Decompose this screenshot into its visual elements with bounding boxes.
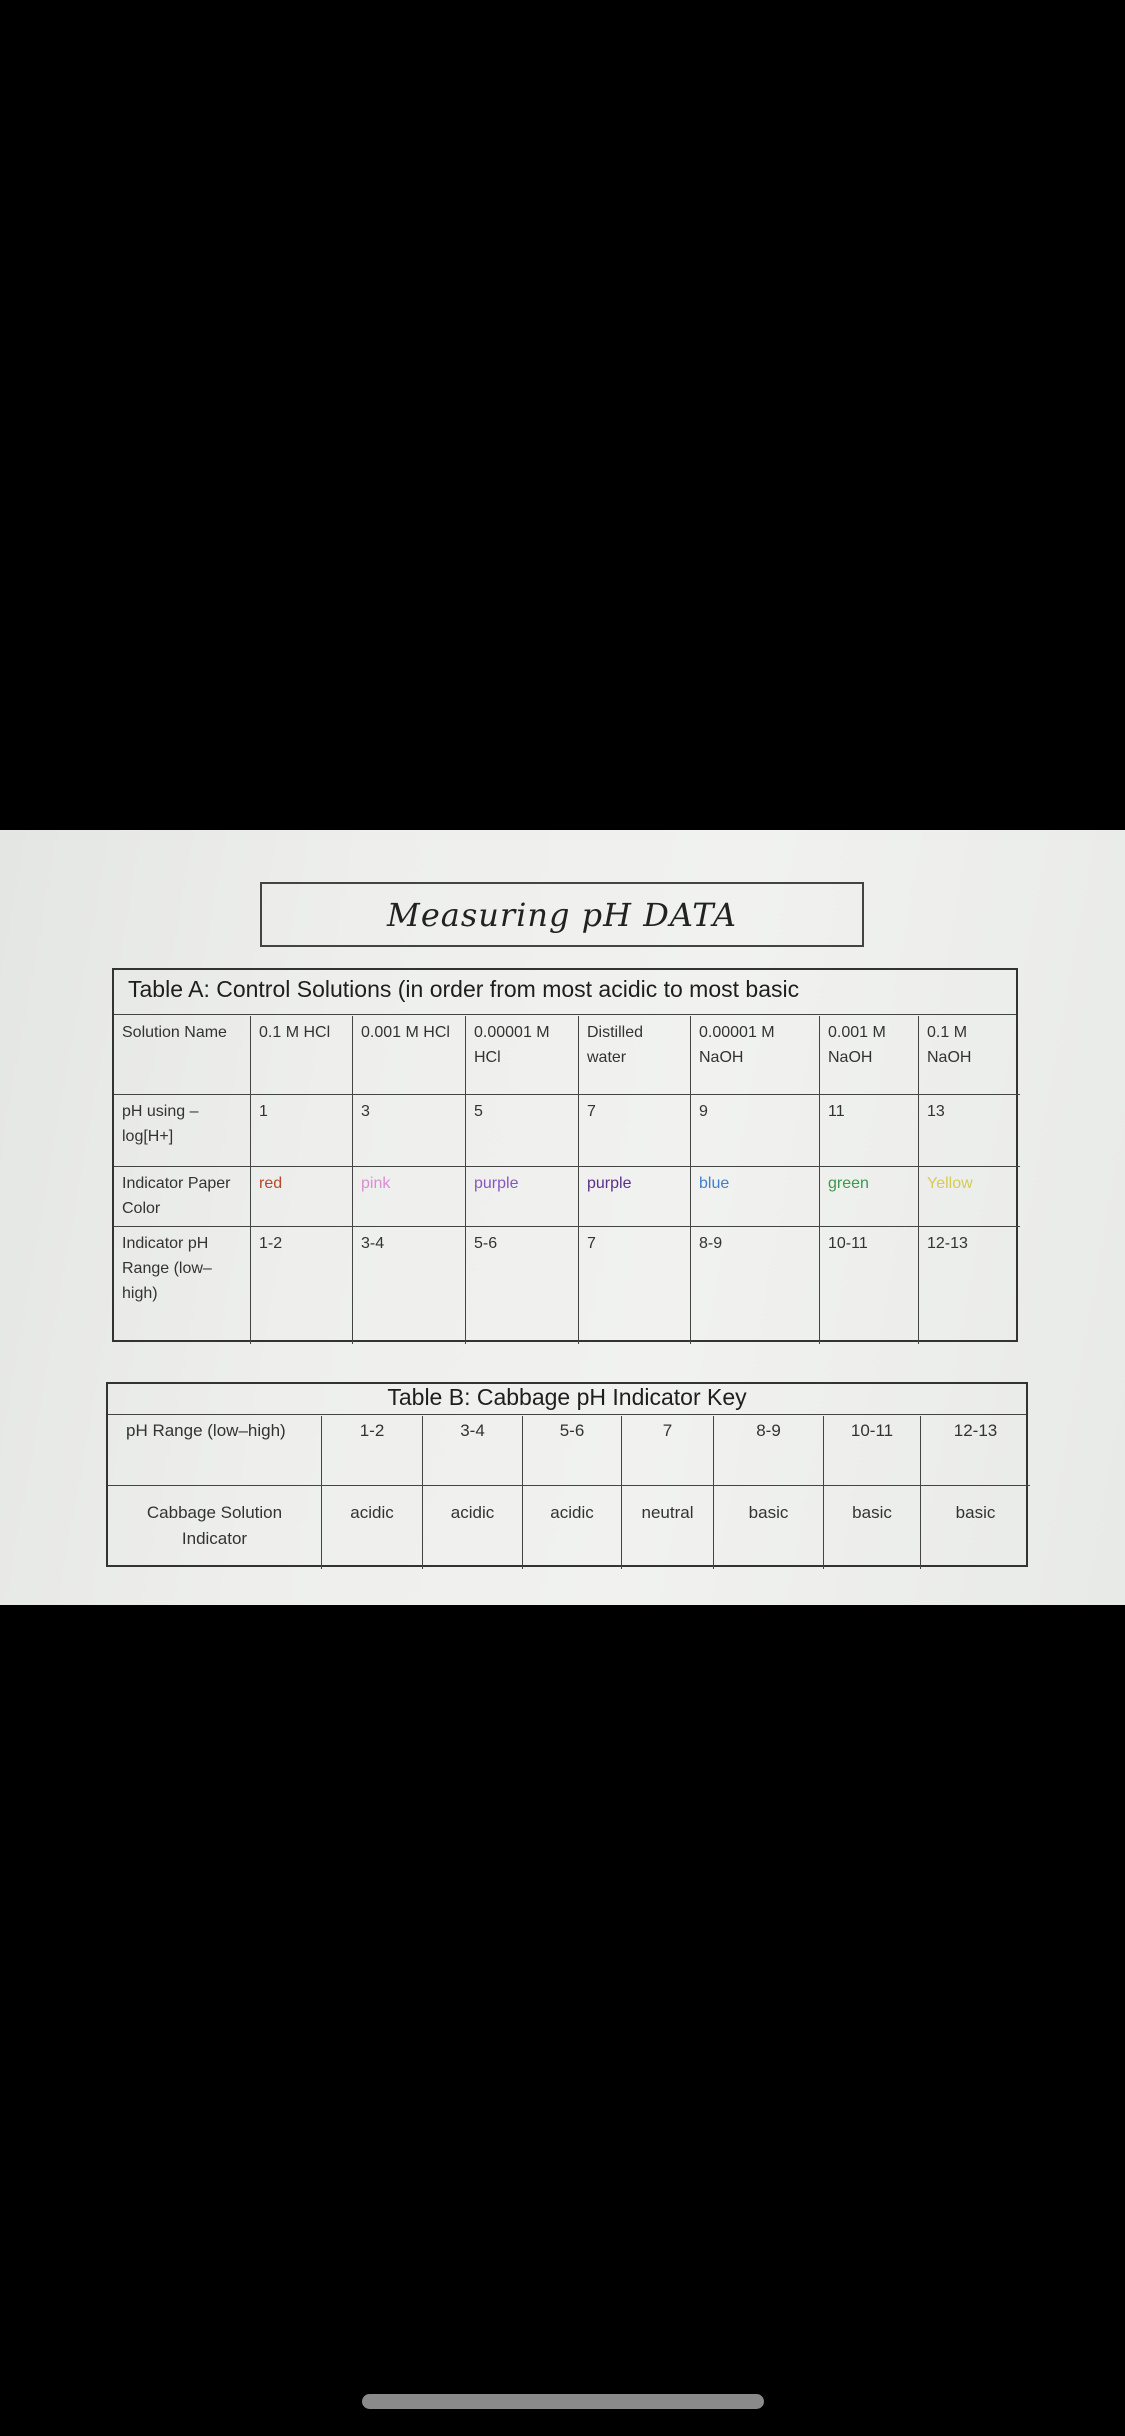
page-title: Measuring pH DATA [387,895,737,934]
table-b-caption-divider [108,1414,1026,1415]
table-b-cell: basic [823,1486,920,1569]
table-a-cell: green [819,1167,918,1227]
table-a-cell: 3 [352,1095,465,1167]
table-a-row-label: Solution Name [114,1016,250,1095]
home-indicator[interactable] [362,2394,764,2409]
table-a-caption: Table A: Control Solutions (in order from most acidic to most basic [128,976,800,1002]
table-a-cell: 0.001 M HCl [352,1016,465,1095]
table-a-cell: blue [690,1167,819,1227]
table-b-cell: 5-6 [522,1416,621,1486]
table-a-cell: 9 [690,1095,819,1167]
table-a [112,968,1018,1342]
table-a-cell: 1-2 [250,1227,352,1344]
table-a-cell: 7 [578,1095,690,1167]
table-b [106,1382,1028,1567]
table-a-cell: 11 [819,1095,918,1167]
table-b-cell: 1-2 [321,1416,422,1486]
table-a-cell: 7 [578,1227,690,1344]
table-a-cell: red [250,1167,352,1227]
table-a-cell: 0.001 M NaOH [819,1016,918,1095]
document-photo [0,830,1125,1605]
table-b-cell: neutral [621,1486,713,1569]
table-a-cell: 1 [250,1095,352,1167]
table-a-cell: 0.00001 M NaOH [690,1016,819,1095]
table-b-cell: basic [713,1486,823,1569]
table-a-cell: Yellow [918,1167,1020,1227]
table-a-row-label: pH using –log[H+] [114,1095,250,1167]
table-a-cell: 0.1 M HCl [250,1016,352,1095]
table-a-cell: 13 [918,1095,1020,1167]
table-a-cell: 8-9 [690,1227,819,1344]
table-a-cell: 0.1 M NaOH [918,1016,1020,1095]
table-b-cell: 8-9 [713,1416,823,1486]
table-b-cell: 3-4 [422,1416,522,1486]
table-a-caption-divider [114,1014,1016,1015]
table-a-cell: 5 [465,1095,578,1167]
table-b-cell: basic [920,1486,1030,1569]
table-b-cell: acidic [522,1486,621,1569]
table-a-cell: 12-13 [918,1227,1020,1344]
table-a-cell: Distilled water [578,1016,690,1095]
table-b-row-label: pH Range (low–high) [108,1416,321,1486]
table-b-cell: acidic [321,1486,422,1569]
table-a-row-label: Indicator pH Range (low–high) [122,1235,212,1302]
table-b-cell: 12-13 [920,1416,1030,1486]
table-a-cell: pink [352,1167,465,1227]
table-b-caption: Table B: Cabbage pH Indicator Key [387,1384,747,1410]
table-a-cell: 10-11 [819,1227,918,1344]
table-b-cell: 7 [621,1416,713,1486]
table-b-cell: 10-11 [823,1416,920,1486]
table-a-cell: 3-4 [352,1227,465,1344]
table-a-cell: purple [465,1167,578,1227]
table-b-cell: acidic [422,1486,522,1569]
title-box [260,882,864,947]
table-a-cell: 5-6 [465,1227,578,1344]
table-b-row-label: Cabbage Solution Indicator [146,1503,283,1548]
table-a-cell: 0.00001 M HCl [465,1016,578,1095]
table-a-cell: purple [578,1167,690,1227]
table-a-row-label: Indicator Paper Color [114,1167,250,1227]
